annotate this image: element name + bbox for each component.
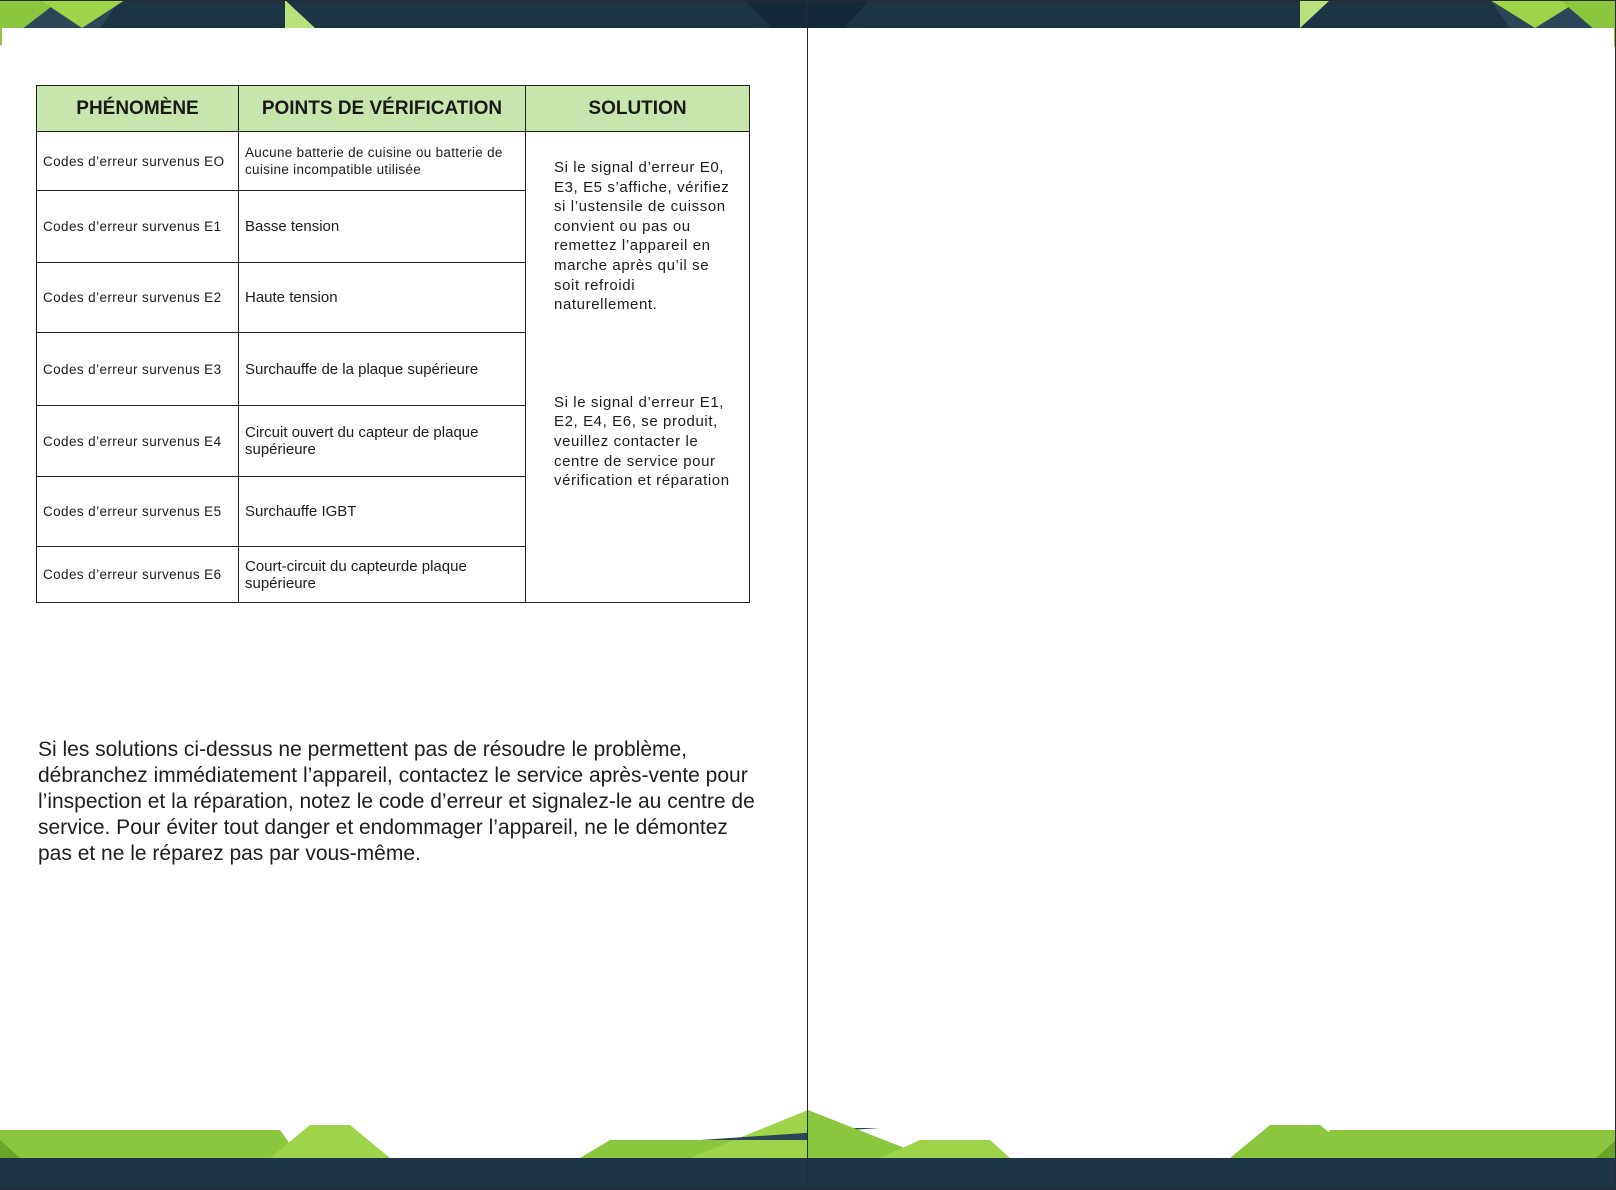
solution-cell <box>526 132 750 603</box>
check-cell: Surchauffe IGBT <box>239 477 526 547</box>
check-cell: Circuit ouvert du capteur de plaque supérieure <box>239 406 526 477</box>
table-header-row <box>37 86 750 132</box>
phenomenon-cell: Codes d’erreur survenus E1 <box>37 191 239 263</box>
header-phenomenon: PHÉNOMÈNE <box>37 86 239 132</box>
warning-note: Si les solutions ci-dessus ne permettent pas de résoudre le problème, débranchez immédiatement l’appareil, contactez le service après-vente pour l’inspection et la réparation, notez le code d’erreur et signalez-le au centre de service. Pour éviter tout danger et endommager l’appareil, ne le démontez pas et ne le réparez pas par vous-même. <box>38 738 755 865</box>
check-cell: Surchauffe de la plaque supérieure <box>239 333 526 406</box>
check-cell: Aucune batterie de cuisine ou batterie de cuisine incompatible utilisée <box>239 132 526 191</box>
header-solution: SOLUTION <box>526 86 750 132</box>
check-cell: Court-circuit du capteurde plaque supérieure <box>239 547 526 603</box>
phenomenon-cell: Codes d’erreur survenus EO <box>37 132 239 191</box>
check-cell: Haute tension <box>239 263 526 333</box>
table-row <box>37 132 750 191</box>
phenomenon-cell: Codes d’erreur survenus E5 <box>37 477 239 547</box>
phenomenon-cell: Codes d’erreur survenus E3 <box>37 333 239 406</box>
header-verification-points: POINTS DE VÉRIFICATION <box>239 86 526 132</box>
solution-text-1: Si le signal d’erreur E0, E3, E5 s’affiche, vérifiez si l’ustensile de cuisson convient ou pas ou remettez l’appareil en marche après qu’il se soit refroidi naturellement. <box>554 159 730 314</box>
right-page <box>808 0 1616 1190</box>
phenomenon-cell: Codes d’erreur survenus E6 <box>37 547 239 603</box>
solution-text-2: Si le signal d’erreur E1, E2, E4, E6, se produit, veuillez contacter le centre de service pour vérification et réparation <box>554 393 730 490</box>
phenomenon-cell: Codes d’erreur survenus E4 <box>37 406 239 477</box>
phenomenon-cell: Codes d’erreur survenus E2 <box>37 263 239 333</box>
check-cell: Basse tension <box>239 191 526 263</box>
error-code-table <box>36 85 750 603</box>
